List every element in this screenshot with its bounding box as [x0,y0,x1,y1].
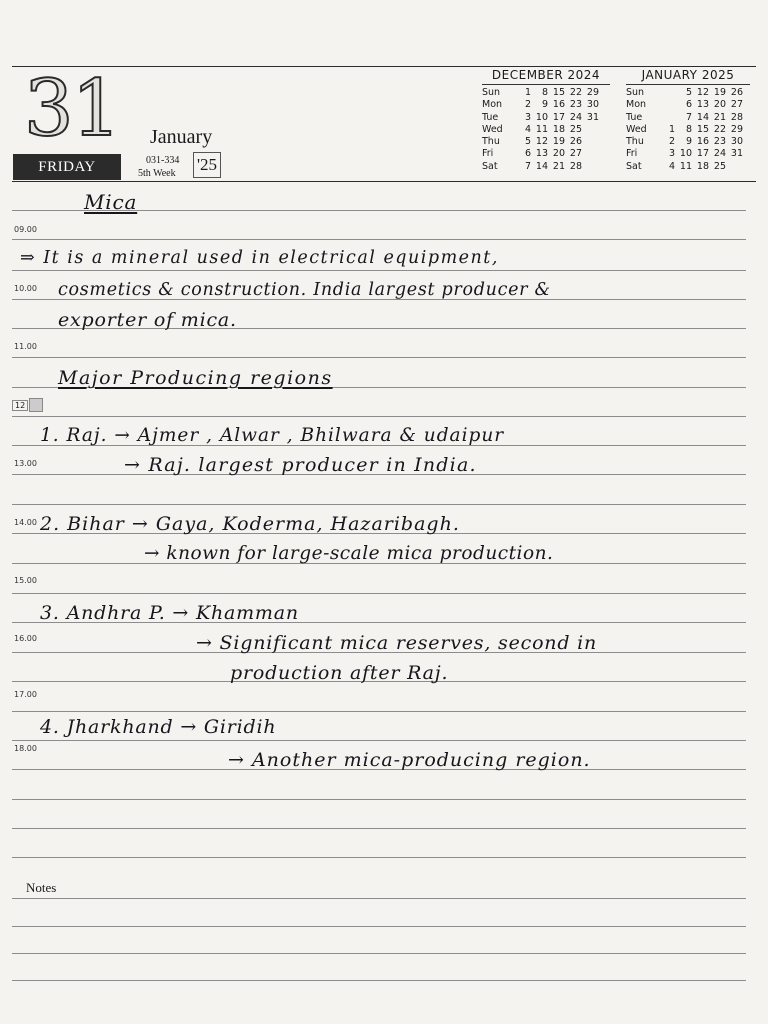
ruled-line [12,239,746,240]
calendar-row [626,87,750,99]
header-divider [12,181,756,182]
calendar-date: 14 [696,111,709,123]
calendar-date: 21 [552,160,565,172]
calendar-date: 1 [524,87,531,98]
list-item: 1. Raj. → Ajmer , Alwar , Bhilwara & udaipur [40,425,505,446]
hour-label: 13.00 [14,459,37,468]
calendar-date: 10 [535,111,548,123]
calendar-date: 11 [679,160,692,172]
note-title: Mica [84,190,138,214]
calendar-row [482,124,610,136]
calendar-date: 31 [730,148,743,160]
calendar-row [626,148,750,160]
calendar-date: 17 [552,111,565,123]
calendar-date [658,112,675,124]
section-heading: Major Producing regions [58,367,333,389]
calendar-weekday: Thu [482,136,500,148]
calendar-date: 18 [552,123,565,135]
ruled-line [12,799,746,800]
calendar-date: 13 [696,99,709,111]
ruled-line [12,270,746,271]
calendar-row [626,161,750,173]
calendar-date: 16 [696,136,709,148]
list-item-note: → Significant mica reserves, second in [196,632,598,654]
calendar-row [626,99,750,111]
calendar-date: 7 [524,160,531,172]
calendar-date: 19 [552,136,565,148]
calendar-date: 10 [679,148,692,160]
calendar-date: 22 [569,87,582,98]
calendar-weekday: Sun [482,87,501,98]
weekday-badge: FRIDAY [13,154,121,180]
calendar-date: 24 [713,148,726,160]
calendar-date: 31 [586,111,599,123]
calendar-weekday: Tue [626,111,643,123]
hour-label: 17.00 [14,690,37,699]
calendar-date: 3 [524,111,531,123]
calendar-date: 13 [535,148,548,160]
calendar-date: 21 [713,111,726,123]
calendar-row [482,148,610,160]
calendar-date: 19 [713,87,726,98]
hour-label: 11.00 [14,342,37,351]
calendar-date: 6 [685,99,692,111]
ruled-line [12,898,746,899]
calendar-date: 24 [569,111,582,123]
calendar-date: 23 [569,99,582,111]
hour-label: 10.00 [14,284,37,293]
calendar-date [582,124,599,136]
year-badge: '25 [193,152,221,178]
calendar-date: 4 [524,123,531,135]
calendar-date: 28 [730,111,743,123]
list-item: 2. Bihar → Gaya, Koderma, Hazaribagh. [40,513,460,535]
hour-marker-square [29,398,43,412]
calendar-date: 2 [524,99,531,111]
calendar-date: 20 [713,99,726,111]
calendar-date: 5 [524,136,531,148]
calendar-december-2024 [482,68,610,173]
ruled-line [12,828,746,829]
calendar-date: 27 [569,148,582,160]
calendar-date: 16 [552,99,565,111]
calendar-row [482,136,610,148]
ruled-line [12,711,746,712]
list-item-note: → known for large-scale mica production. [144,543,554,564]
hour-label: 16.00 [14,634,37,643]
calendar-date [726,161,743,173]
hour-label: 18.00 [14,744,37,753]
calendar-date: 9 [541,99,548,111]
calendar-date: 17 [696,148,709,160]
calendar-date: 30 [586,99,599,111]
calendar-date: 12 [696,87,709,98]
calendar-date: 26 [730,87,743,98]
calendar-date [658,99,675,111]
calendar-row [626,124,750,136]
calendar-date: 5 [685,87,692,98]
date-number: 31 [24,64,120,154]
calendar-date: 8 [685,123,692,135]
calendar-weekday: Mon [482,99,503,111]
top-border [12,66,756,67]
ruled-line [12,926,746,927]
list-item: 4. Jharkhand → Giridih [40,716,277,738]
calendar-date: 4 [668,160,675,172]
ruled-line [12,980,746,981]
calendar-date: 18 [696,160,709,172]
calendar-row [482,161,610,173]
calendar-date: 23 [713,136,726,148]
note-line: ⇒ It is a mineral used in electrical equipment, [20,248,499,268]
list-item: 3. Andhra P. → Khamman [40,602,299,624]
calendar-date: 15 [552,87,565,98]
calendar-date: 25 [569,123,582,135]
month-label: January [150,126,213,148]
calendar-date [658,87,675,99]
calendar-weekday: Sun [626,87,645,98]
hour-label: 14.00 [14,518,37,527]
list-item-note: → Raj. largest producer in India. [124,454,477,476]
note-line: cosmetics & construction. India largest producer & [58,280,551,300]
calendar-date: 6 [524,148,531,160]
calendar-date: 15 [696,123,709,135]
calendar-date: 2 [668,136,675,148]
calendar-date: 29 [730,123,743,135]
note-line: exporter of mica. [58,309,237,331]
calendar-date: 20 [552,148,565,160]
list-item-note: production after Raj. [230,662,449,684]
calendar-title: DECEMBER 2024 [482,68,610,85]
calendar-date: 9 [685,136,692,148]
calendar-row [482,112,610,124]
ruled-line [12,857,746,858]
calendar-date: 8 [541,87,548,98]
hour-label: 09.00 [14,225,37,234]
notes-label: Notes [26,880,57,895]
calendar-date: 1 [668,123,675,135]
calendar-date: 28 [569,160,582,172]
ruled-line [12,740,746,741]
calendar-date: 27 [730,99,743,111]
calendar-weekday: Fri [482,148,494,160]
calendar-date: 29 [586,87,599,98]
calendar-date: 22 [713,123,726,135]
calendar-date [582,148,599,160]
list-item-note: → Another mica-producing region. [228,749,591,771]
calendar-weekday: Wed [482,123,503,135]
calendar-weekday: Sat [626,160,642,172]
ruled-line [12,593,746,594]
calendar-date: 12 [535,136,548,148]
day-count: 031-334 [146,155,180,166]
calendar-date: 26 [569,136,582,148]
calendar-weekday: Wed [626,123,647,135]
calendar-weekday: Mon [626,99,647,111]
calendar-weekday: Thu [626,136,644,148]
calendar-january-2025 [626,68,750,173]
calendar-row [482,99,610,111]
calendar-date: 3 [668,148,675,160]
calendar-date: 25 [713,160,726,172]
calendar-row [482,87,610,99]
ruled-line [12,953,746,954]
calendar-date [582,161,599,173]
calendar-date: 11 [535,123,548,135]
hour-label-12 [12,398,43,412]
week-label: 5th Week [138,168,176,179]
ruled-line [12,357,746,358]
ruled-line [12,416,746,417]
hour-label: 12 [12,400,28,411]
calendar-title: JANUARY 2025 [626,68,750,85]
calendar-date: 14 [535,160,548,172]
ruled-line [12,504,746,505]
calendar-date: 30 [730,136,743,148]
hour-label: 15.00 [14,576,37,585]
calendar-row [626,112,750,124]
calendar-weekday: Fri [626,148,638,160]
calendar-date: 7 [685,111,692,123]
calendar-weekday: Tue [482,111,499,123]
calendar-row [626,136,750,148]
calendar-date [582,136,599,148]
calendar-weekday: Sat [482,160,498,172]
